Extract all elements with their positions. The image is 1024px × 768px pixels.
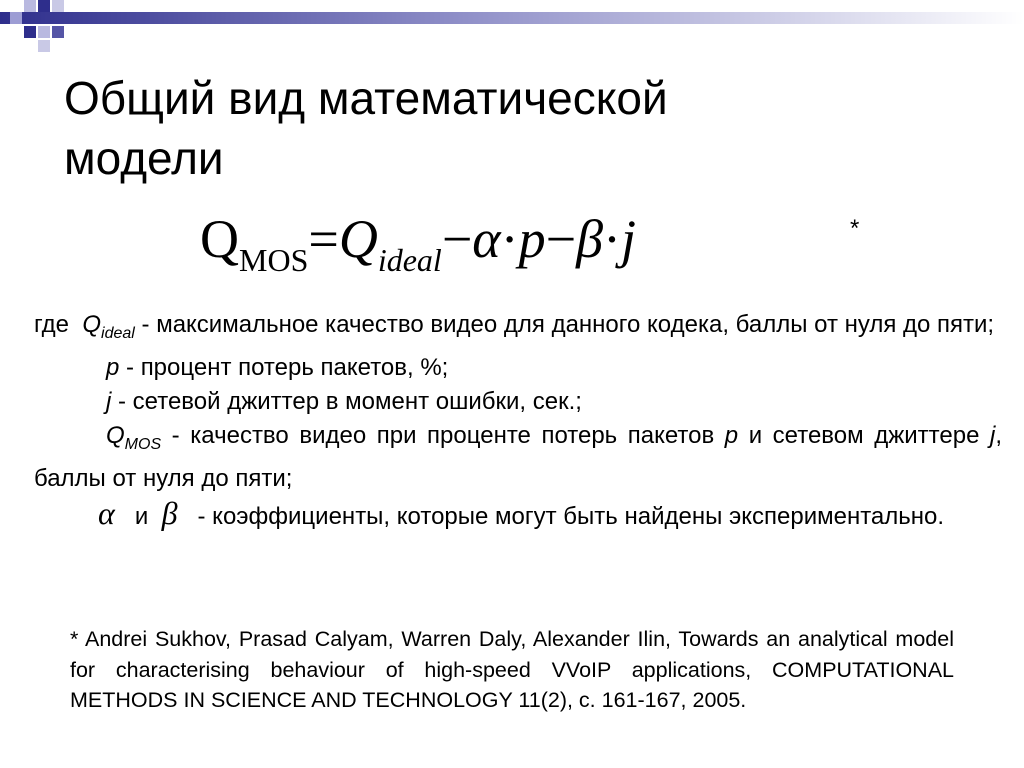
definitions <box>34 308 1002 534</box>
coef-desc: - коэффициенты, которые могут быть найдены экспериментально. <box>190 502 945 530</box>
slide-title <box>64 68 668 188</box>
formula-equals: = <box>308 209 339 269</box>
formula-q: Q <box>200 209 239 269</box>
formula <box>200 208 636 288</box>
q-ideal-symbol: Q <box>82 311 102 338</box>
formula-q-ideal: Q <box>338 209 378 269</box>
reference-footnote: * Andrei Sukhov, Prasad Calyam, Warren Daly, Alexander Ilin, Towards an analytical model for characterising behaviour of high-speed VVoIP applications, COMPUTATIONAL METHODS IN SCIENCE AND TECHNOLOGY 11(2), c. 161-167, 2005. <box>70 627 954 712</box>
beta-symbol: β <box>161 494 178 531</box>
formula-q-ideal-sub: ideal <box>377 242 442 278</box>
header-decoration <box>0 0 1024 60</box>
q-mos-sub: MOS <box>124 435 162 453</box>
formula-minus-1: − <box>441 209 473 269</box>
p-symbol: p <box>106 353 120 381</box>
formula-dot-1: · <box>500 209 519 269</box>
and-word: и <box>134 502 149 530</box>
formula-alpha: α <box>472 209 501 269</box>
p-desc: - процент потерь пакетов, %; <box>119 353 449 381</box>
q-mos-desc-3: , баллы от нуля до пяти; <box>34 421 1002 492</box>
formula-minus-2: − <box>545 209 577 269</box>
q-mos-j: j <box>989 421 996 449</box>
title-line-1: Общий вид математической <box>64 72 668 124</box>
q-ideal-sub: ideal <box>101 324 135 342</box>
definition-q-mos <box>34 419 1002 496</box>
definition-j <box>34 385 1002 419</box>
alpha-symbol: α <box>98 494 115 531</box>
footnote-marker: * <box>850 215 860 242</box>
formula-beta: β <box>576 209 603 269</box>
formula-dot-2: · <box>603 209 621 269</box>
q-mos-desc-2: и сетевом джиттере <box>738 421 990 449</box>
q-mos-p: p <box>724 421 739 449</box>
definition-p <box>34 351 1002 385</box>
q-ideal-desc: - максимальное качество видео для данного кодека, баллы от нуля до пяти; <box>134 311 995 338</box>
q-mos-desc-1: - качество видео при проценте потерь пакетов <box>161 421 725 449</box>
formula-p: p <box>518 209 546 269</box>
definition-q-ideal <box>34 308 1002 351</box>
q-mos-symbol: Q <box>106 421 125 449</box>
definition-coefficients <box>34 496 1002 534</box>
where-word: где <box>34 311 70 338</box>
title-line-2: модели <box>64 132 224 184</box>
j-symbol: j <box>106 387 112 415</box>
j-desc: - сетевой джиттер в момент ошибки, сек.; <box>111 387 582 415</box>
formula-j: j <box>620 209 636 269</box>
formula-q-mos-sub: MOS <box>239 242 309 278</box>
